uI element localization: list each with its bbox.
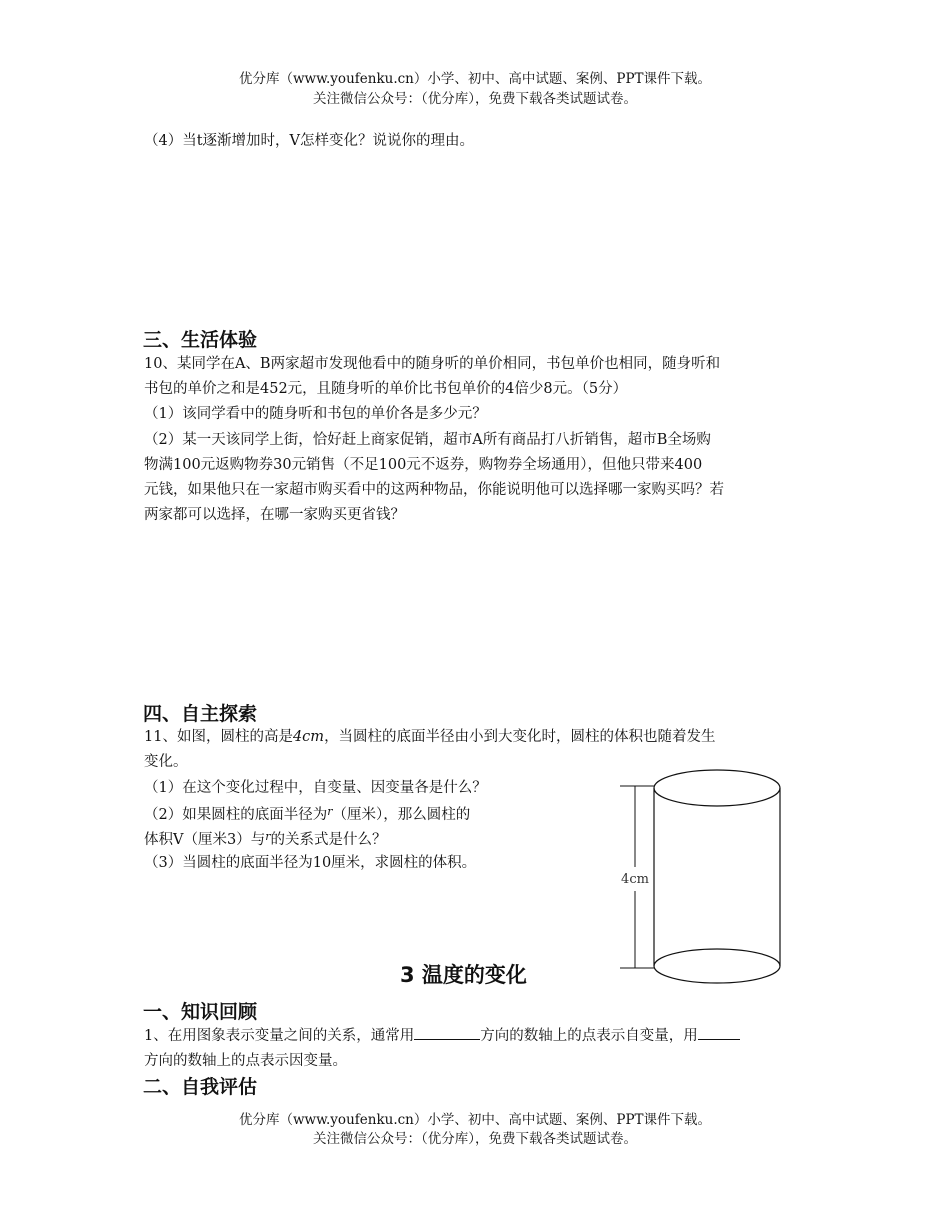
q1-line1 xyxy=(144,1024,740,1045)
answer-blank[interactable] xyxy=(414,1025,480,1040)
q1-part-a: 1、在用图象表示变量之间的关系，通常用 xyxy=(144,1028,415,1044)
q11-line1 xyxy=(144,725,716,746)
answer-blank[interactable] xyxy=(698,1025,740,1040)
q11-sub3-part-a: 体积V（厘米3）与 xyxy=(144,832,266,848)
page-header-line1: 优分库（www.youfenku.cn）小学、初中、高中试题、案例、PPT课件下载。 xyxy=(238,71,712,87)
section-title-self-assessment: 二、自我评估 xyxy=(143,1076,258,1098)
q11-sub1: （1）在这个变化过程中，自变量、因变量各是什么？ xyxy=(144,780,487,796)
q11-sub3 xyxy=(144,828,386,849)
q11-sub2-part-a: （2）如果圆柱的底面半径为 xyxy=(144,807,328,823)
dimension-label: 4cm xyxy=(621,872,649,887)
question-4-text: （4）当t逐渐增加时，V怎样变化？说说你的理由。 xyxy=(144,133,475,149)
q11-sub2 xyxy=(144,803,470,824)
page-footer-line2: 关注微信公众号：（优分库），免费下载各类试题试卷。 xyxy=(313,1131,637,1147)
q11-sub3-part-b: 的关系式是什么？ xyxy=(270,832,387,848)
q10-line: （1）该同学看中的随身听和书包的单价各是多少元？ xyxy=(144,406,487,422)
q11-line2: 变化。 xyxy=(144,754,188,770)
q1-part-b: 方向的数轴上的点表示自变量，用 xyxy=(480,1028,698,1044)
section-title-self-exploration: 四、自主探索 xyxy=(143,703,258,725)
q10-line: 书包的单价之和是452元，且随身听的单价比书包单价的4倍少8元。（5分） xyxy=(144,381,628,397)
q11-line1-part-a: 11、如图，圆柱的高是 xyxy=(144,729,293,745)
q10-line: 两家都可以选择，在哪一家购买更省钱？ xyxy=(144,507,405,523)
q10-line: 物满100元返购物券30元销售（不足100元不返券，购物券全场通用），但他只带来400 xyxy=(144,457,703,473)
page-footer-line1: 优分库（www.youfenku.cn）小学、初中、高中试题、案例、PPT课件下载。 xyxy=(238,1112,712,1128)
q11-line1-part-c: ，当圆柱的底面半径由小到大变化时，圆柱的体积也随着发生 xyxy=(324,729,716,745)
r-symbol: r xyxy=(265,830,271,843)
r-symbol: r xyxy=(327,805,333,818)
cylinder-top-ellipse xyxy=(654,770,780,806)
cylinder-figure xyxy=(610,765,800,990)
q1-line2: 方向的数轴上的点表示因变量。 xyxy=(144,1053,347,1069)
q11-height-value: 4cm xyxy=(292,729,325,745)
q10-line: 10、某同学在A、B两家超市发现他看中的随身听的单价相同，书包单价也相同，随身听和 xyxy=(144,356,721,372)
section-title-life-experience: 三、生活体验 xyxy=(143,329,258,351)
q10-line: 元钱，如果他只在一家超市购买看中的这两种物品，你能说明他可以选择哪一家购买吗？若 xyxy=(144,482,724,498)
q10-line: （2）某一天该同学上街，恰好赶上商家促销，超市A所有商品打八折销售，超市B全场购 xyxy=(144,432,711,448)
q11-sub4: （3）当圆柱的底面半径为10厘米，求圆柱的体积。 xyxy=(144,855,477,871)
page-header-line2: 关注微信公众号：（优分库），免费下载各类试题试卷。 xyxy=(313,91,637,107)
q11-sub2-part-b: （厘米），那么圆柱的 xyxy=(332,807,471,823)
cylinder-bottom-ellipse xyxy=(654,949,780,983)
section-title-knowledge-review: 一、知识回顾 xyxy=(143,1001,258,1023)
chapter-title: 3 温度的变化 xyxy=(400,963,527,987)
